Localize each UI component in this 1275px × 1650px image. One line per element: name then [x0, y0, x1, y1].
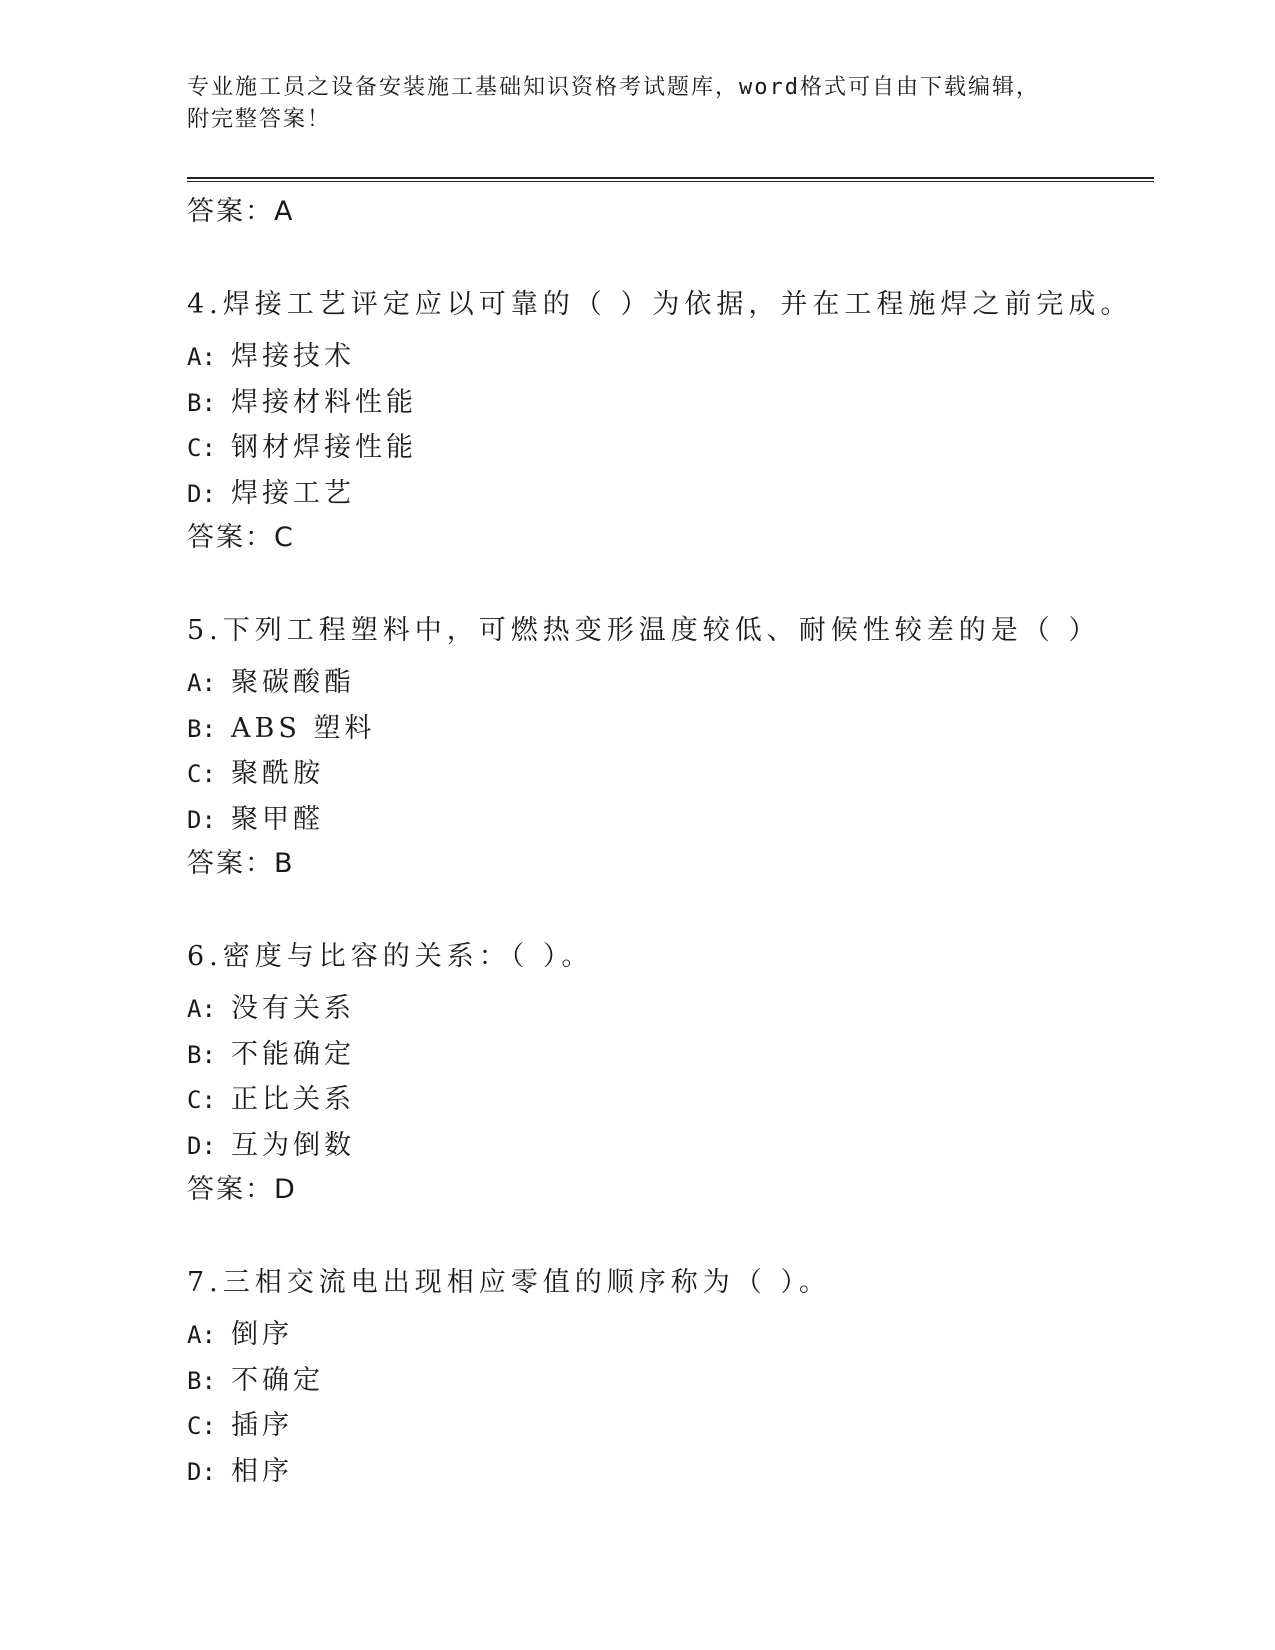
- option-d: [187, 471, 1147, 517]
- header-line-1: 专业施工员之设备安装施工基础知识资格考试题库，word格式可自由下载编辑，: [187, 75, 1040, 100]
- answer-line: [187, 1168, 1147, 1212]
- option-letter: D:: [187, 479, 216, 508]
- option-a: [187, 1312, 1147, 1358]
- option-text: 不确定: [231, 1364, 324, 1396]
- answer-line: [187, 516, 1147, 560]
- option-text: 插序: [231, 1410, 293, 1441]
- document-header: [187, 72, 1067, 136]
- option-letter: C:: [187, 760, 216, 788]
- option-a: [187, 334, 1147, 380]
- answer-value: C: [274, 522, 294, 553]
- option-letter: D:: [187, 1457, 216, 1486]
- option-letter: A:: [187, 995, 216, 1023]
- option-b: [187, 1358, 1147, 1404]
- answer-line: [187, 190, 1147, 234]
- option-text: 没有关系: [231, 993, 355, 1024]
- question-block: [187, 276, 1147, 560]
- option-c: [187, 425, 1147, 471]
- option-text: 倒序: [231, 1319, 293, 1350]
- header-divider: [187, 177, 1154, 182]
- option-text: 焊接材料性能: [231, 386, 417, 418]
- option-a: [187, 660, 1147, 706]
- question-text: 5.下列工程塑料中，可燃热变形温度较低、耐候性较差的是（ ）: [187, 615, 1101, 646]
- option-c: [187, 1077, 1147, 1123]
- question-block: [187, 602, 1147, 886]
- option-c: [187, 751, 1147, 797]
- answer-value: B: [274, 848, 294, 879]
- option-text: 聚酰胺: [231, 758, 324, 789]
- option-letter: B:: [187, 714, 216, 743]
- header-line-2: 附完整答案！: [187, 107, 332, 132]
- option-text: 正比关系: [231, 1084, 355, 1115]
- option-letter: C:: [187, 1086, 216, 1114]
- question-text: 4.焊接工艺评定应以可靠的（ ）为依据，并在工程施焊之前完成。: [187, 289, 1133, 320]
- question-block: [187, 928, 1147, 1212]
- answer-value: D: [274, 1174, 296, 1205]
- option-text: 相序: [231, 1455, 293, 1487]
- option-d: [187, 1123, 1147, 1169]
- option-letter: B:: [187, 1040, 216, 1069]
- option-letter: C:: [187, 1412, 216, 1440]
- option-letter: A:: [187, 1321, 216, 1349]
- question-text: 7.三相交流电出现相应零值的顺序称为（ ）。: [187, 1267, 831, 1298]
- option-text: 钢材焊接性能: [231, 432, 417, 463]
- answer-label: 答案：: [187, 848, 274, 879]
- option-text: 互为倒数: [231, 1129, 355, 1161]
- option-letter: A:: [187, 669, 216, 697]
- answer-label: 答案：: [187, 1174, 274, 1205]
- option-text: 焊接工艺: [231, 477, 355, 509]
- answer-line: [187, 842, 1147, 886]
- option-b: [187, 1032, 1147, 1078]
- option-b: [187, 706, 1147, 752]
- option-text: ABS 塑料: [231, 712, 376, 744]
- option-letter: C:: [187, 434, 216, 462]
- question-block: [187, 1254, 1147, 1494]
- option-letter: B:: [187, 388, 216, 417]
- answer-value: A: [274, 196, 294, 227]
- option-text: 不能确定: [231, 1038, 355, 1070]
- option-text: 焊接技术: [231, 341, 355, 372]
- question-text: 6.密度与比容的关系：（ ）。: [187, 941, 594, 972]
- option-letter: A:: [187, 343, 216, 371]
- option-text: 聚碳酸酯: [231, 667, 355, 698]
- option-letter: B:: [187, 1366, 216, 1395]
- answer-label: 答案：: [187, 522, 274, 553]
- option-letter: D:: [187, 805, 216, 834]
- answer-label: 答案：: [187, 196, 274, 227]
- option-b: [187, 380, 1147, 426]
- option-text: 聚甲醛: [231, 803, 324, 835]
- option-d: [187, 797, 1147, 843]
- option-c: [187, 1403, 1147, 1449]
- option-letter: D:: [187, 1131, 216, 1160]
- option-d: [187, 1449, 1147, 1495]
- question-list: [187, 190, 1147, 1494]
- option-a: [187, 986, 1147, 1032]
